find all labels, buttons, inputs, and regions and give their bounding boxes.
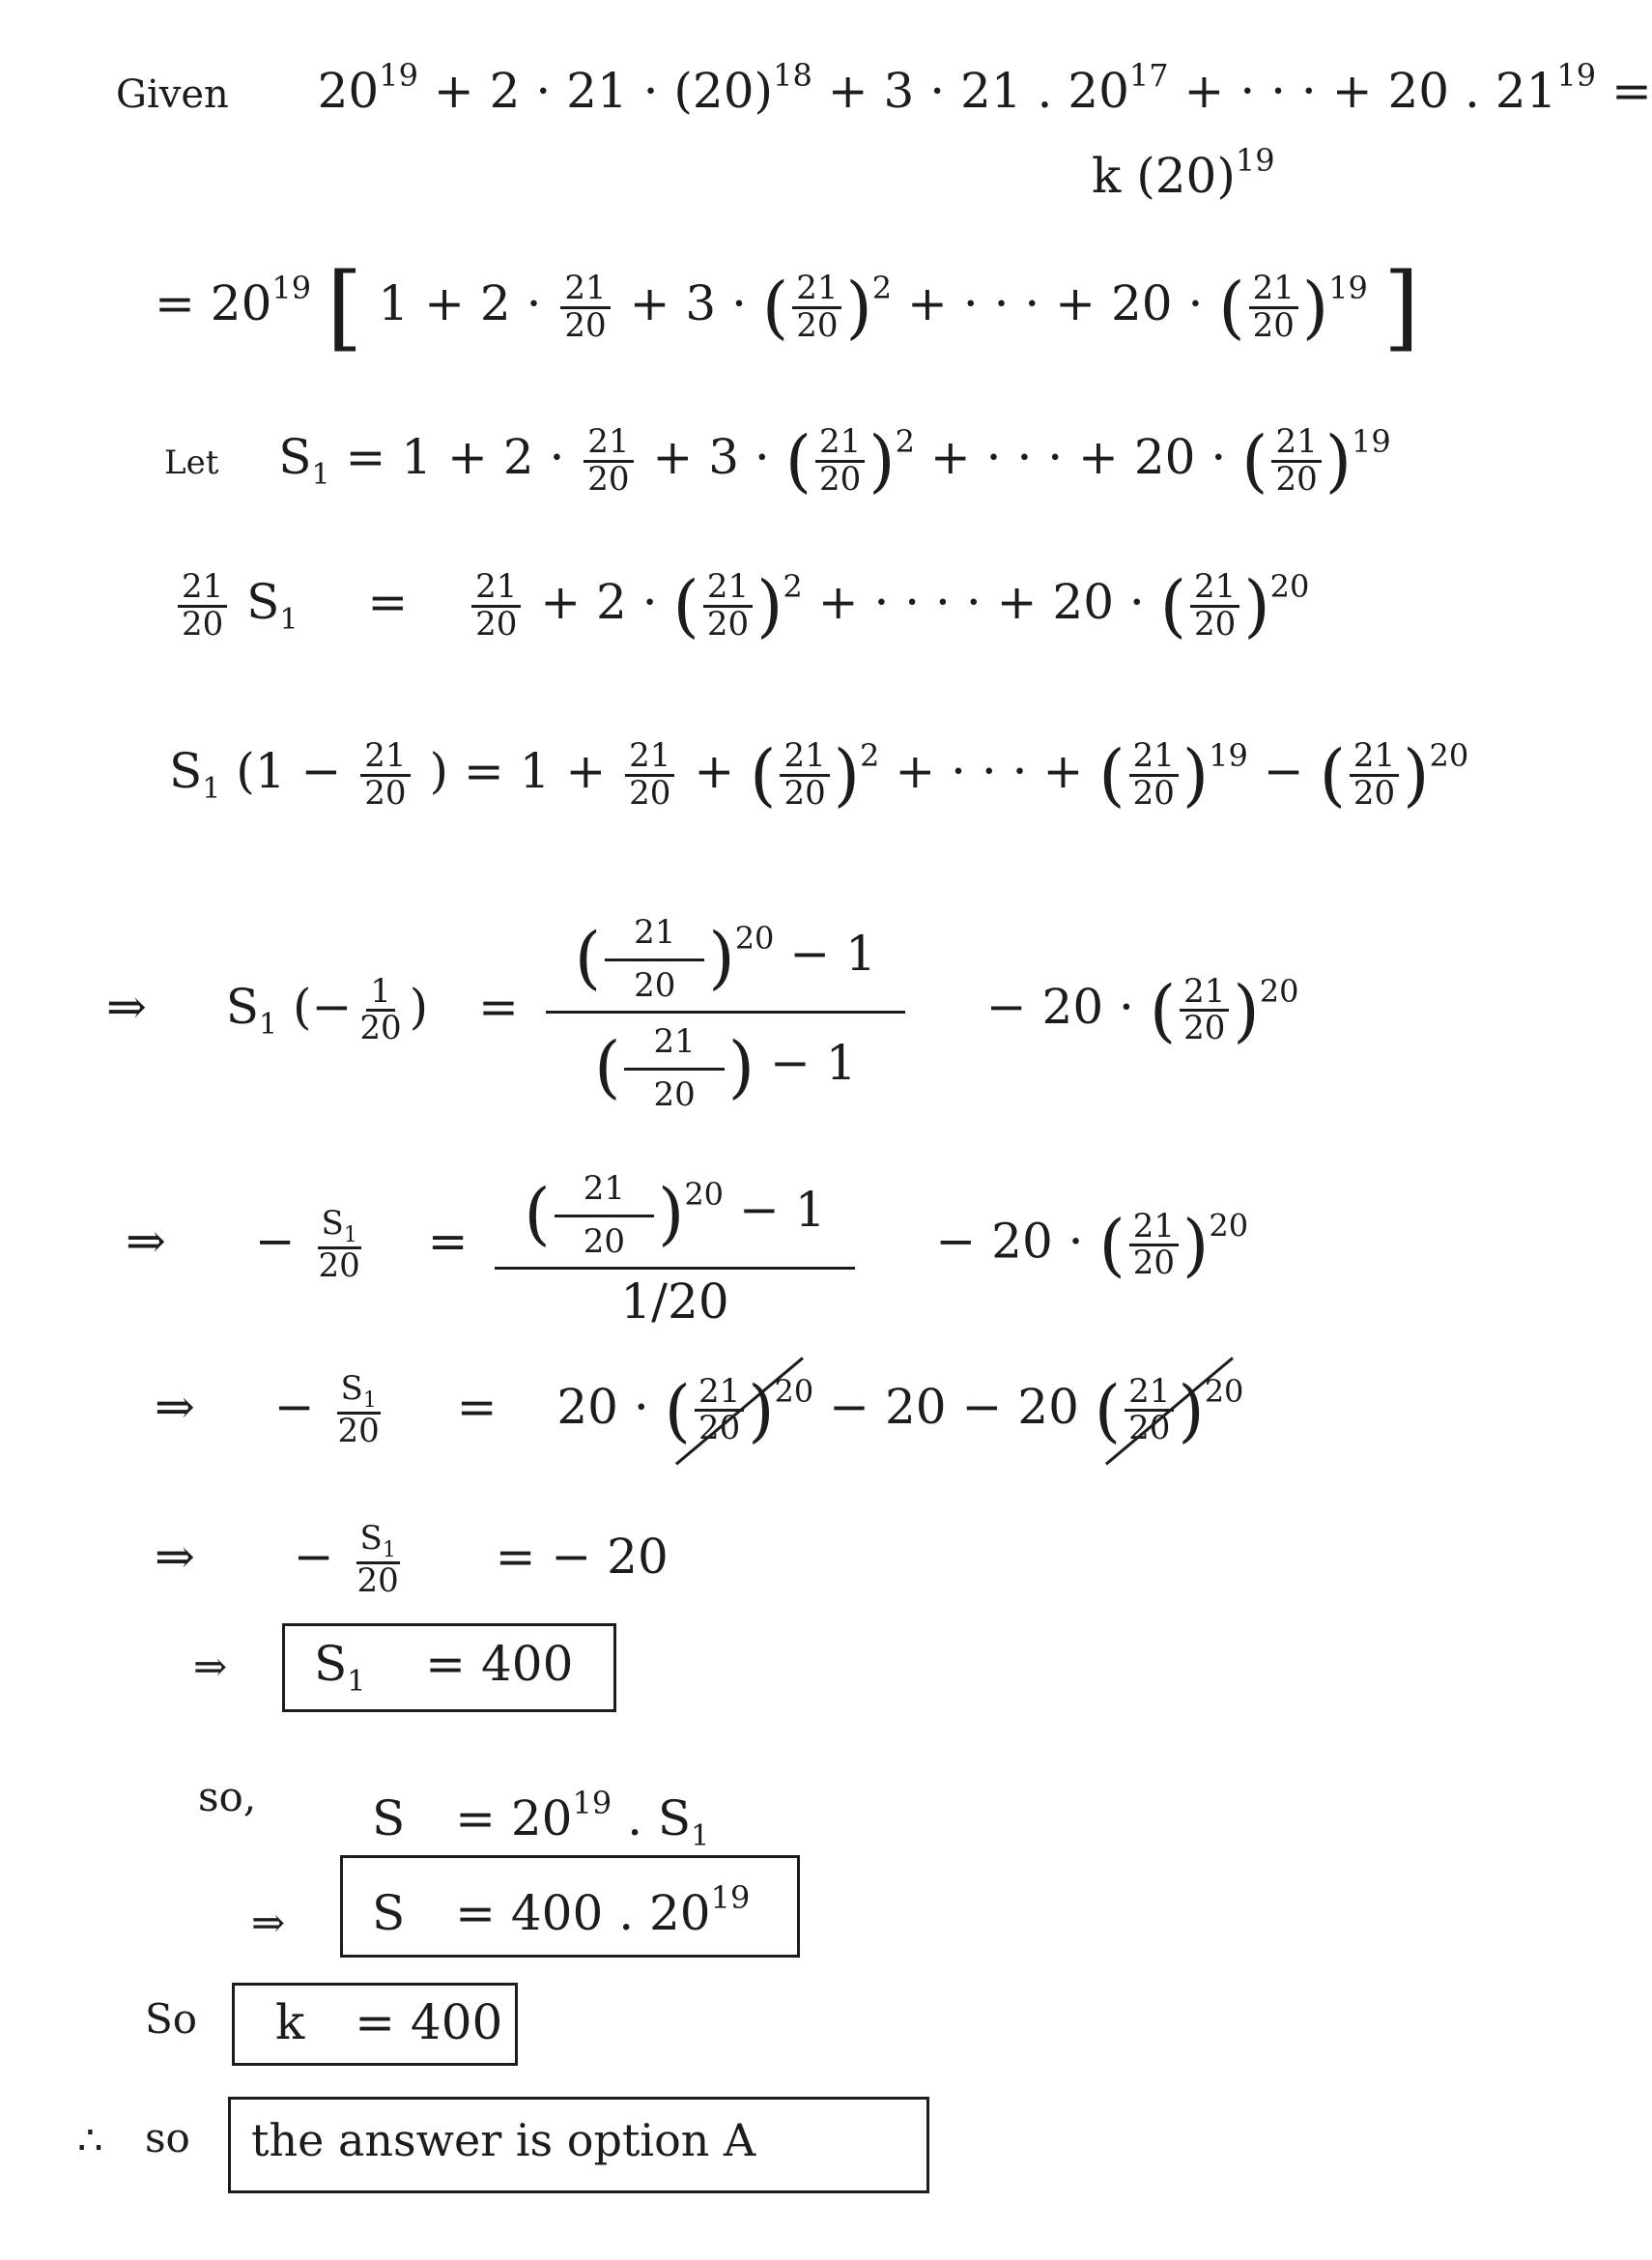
s-answer bbox=[372, 1879, 751, 1941]
s1-subscript: 1 bbox=[382, 1537, 396, 1562]
expansion-b-exp: 2 bbox=[871, 270, 893, 306]
implies-arrow: ⇒ bbox=[155, 1378, 195, 1435]
fraction-numerator: 21 bbox=[555, 1168, 654, 1217]
fraction-denominator: 20 bbox=[356, 1560, 399, 1600]
difference-paren-open: (1 − bbox=[236, 743, 342, 800]
simplified-eq: = bbox=[427, 1213, 469, 1270]
given-term-1: 20 bbox=[317, 63, 380, 119]
difference-paren-close: ) bbox=[429, 743, 448, 800]
fraction-denominator: 20 bbox=[475, 604, 518, 644]
given-label: Given bbox=[116, 72, 229, 117]
geometric-sum-denominator: ( $\frac{21}{20}$ ) − 1 bbox=[594, 1022, 857, 1115]
fraction-numerator: 21 bbox=[1350, 739, 1399, 777]
fraction-numerator bbox=[356, 1519, 400, 1564]
fraction-numerator: 21 bbox=[815, 425, 865, 463]
fraction-numerator: 21 bbox=[605, 912, 704, 961]
fraction-s1-20 bbox=[315, 1203, 364, 1285]
fraction-denominator: 20 bbox=[819, 459, 862, 499]
let-s1-line: Let $S_1 = 1 + 2$ · $\frac{21}{20}$ + 3 · ( $\frac{21}{20}$ )$^2$ + · · · + 20 · ( $\frac{21}{20}$ )$^{19}$ bbox=[164, 421, 1391, 501]
s1-symbol: S bbox=[340, 1369, 363, 1408]
simplified-num-tail: − 1 bbox=[738, 1182, 826, 1239]
s1-subscript: 1 bbox=[279, 603, 299, 638]
therefore-symbol: ∴ bbox=[77, 2116, 103, 2163]
s1-symbol: S bbox=[169, 743, 203, 800]
cancellation-line bbox=[155, 1369, 1244, 1450]
given-term-3: + 3 · 21 . 20 bbox=[827, 63, 1129, 119]
fraction-denominator: 20 bbox=[1194, 604, 1237, 644]
expansion-b: + 3 · bbox=[629, 275, 747, 331]
simplified-fraction bbox=[495, 1164, 854, 1330]
s1-symbol: S bbox=[278, 429, 312, 486]
fraction-numerator: 21 bbox=[360, 739, 410, 777]
let-c-exp: 19 bbox=[1352, 423, 1391, 461]
fraction-21-20 bbox=[703, 567, 753, 644]
given-equals: = bbox=[1611, 63, 1652, 119]
fraction-21-20 bbox=[1180, 971, 1229, 1048]
fraction-21-20 bbox=[1129, 736, 1179, 813]
expansion-a: 1 + 2 · bbox=[378, 275, 542, 331]
given-line bbox=[116, 57, 1652, 119]
geo-paren-close: ) bbox=[409, 978, 429, 1035]
fraction-21-20 bbox=[780, 736, 829, 813]
scaled-b: + 2 · bbox=[540, 574, 658, 631]
implies-arrow: ⇒ bbox=[193, 1643, 228, 1690]
implies-arrow: ⇒ bbox=[251, 1899, 286, 1946]
fraction-denominator: 20 bbox=[783, 773, 826, 813]
s1-answer bbox=[314, 1636, 574, 1699]
scaled-c: + · · · · + 20 · bbox=[817, 574, 1145, 631]
fraction-denominator: 20 bbox=[796, 305, 839, 345]
let-eq: = 1 + 2 · bbox=[345, 429, 565, 486]
difference-line: $S_1$ (1 − $\frac{21}{20}$ ) = 1 + $\frac{21}{20}$ + ( $\frac{21}{20}$ )$^2$ + · · · + ( $\frac{21}{20}$ )$^{19}$ − ( $\frac{21}{20}$ )$^{20}$ bbox=[169, 735, 1469, 815]
fraction-denominator: 20 bbox=[364, 773, 407, 813]
let-label: Let bbox=[164, 443, 219, 483]
fraction-numerator bbox=[337, 1369, 381, 1415]
s1-subscript: 1 bbox=[258, 1007, 278, 1042]
fraction-denominator: 20 bbox=[706, 604, 750, 644]
s-expression bbox=[372, 1785, 710, 1853]
expansion-c: + · · · + 20 · bbox=[907, 275, 1204, 331]
geo-eq: = bbox=[477, 978, 519, 1035]
s1-subscript: 1 bbox=[202, 772, 221, 807]
fraction-21-20 bbox=[360, 736, 410, 813]
cancel-b: − 20 − 20 bbox=[829, 1378, 1079, 1435]
s1-subscript: 1 bbox=[347, 1665, 366, 1699]
so-label: So bbox=[145, 1995, 198, 2043]
expansion-lead-exp: 19 bbox=[271, 270, 312, 306]
fraction-numerator: 21 bbox=[780, 739, 829, 777]
scaled-s1-line: $\frac{21}{20}$ $S_1$ = $\frac{21}{20}$ + 2 · ( $\frac{21}{20}$ )$^2$ + · · · · + 20 · ( $\frac{21}{20}$ )$^{20}$ bbox=[174, 570, 1309, 642]
fraction-numerator: 21 bbox=[1129, 739, 1179, 777]
cancel-a: 20 · bbox=[556, 1378, 649, 1435]
simplified-num-exp: 20 bbox=[684, 1176, 725, 1214]
difference-eq: = 1 + bbox=[463, 743, 607, 800]
geo-num-tail: − 1 bbox=[789, 926, 876, 983]
fraction-numerator: 21 bbox=[703, 570, 753, 608]
fraction-numerator: 21 bbox=[1271, 425, 1321, 463]
fraction-denominator: 20 bbox=[587, 459, 630, 499]
fraction-21-20 bbox=[471, 567, 521, 644]
fraction-21-20 bbox=[560, 268, 610, 345]
fraction-numerator: 21 bbox=[1249, 272, 1298, 309]
fraction-denominator: 20 bbox=[583, 1221, 625, 1261]
fraction-numerator: 21 bbox=[1180, 975, 1229, 1013]
s1-symbol: S bbox=[314, 1636, 348, 1692]
geo-tail: − 20 · bbox=[985, 978, 1134, 1035]
simplified-tail-exp: 20 bbox=[1209, 1207, 1249, 1244]
given-term-1-exp: 19 bbox=[379, 57, 418, 94]
scaled-b-exp: 2 bbox=[783, 568, 803, 606]
close-bracket: ] bbox=[1382, 253, 1420, 361]
cancel-a-exp: 20 bbox=[774, 1372, 814, 1410]
geometric-sum-line: ⇒ $S_1$ (− $\frac{1}{20}$ ) = ( $\frac{21}{20}$ )$^{20}$ − 1 ( $\frac{21}{20}$ ) − 1 − 20 · ( $\frac{21}{20}$ )$^{20}$ bbox=[106, 908, 1298, 1113]
s1-symbol: S bbox=[359, 1519, 383, 1558]
fraction-denominator: 20 bbox=[1132, 1244, 1176, 1283]
implies-arrow: ⇒ bbox=[106, 978, 147, 1035]
geo-paren-open: (− bbox=[292, 978, 353, 1035]
cancel-b-exp: 20 bbox=[1204, 1372, 1244, 1410]
fraction-denominator: 20 bbox=[337, 1411, 380, 1450]
s-symbol: S bbox=[372, 1790, 406, 1846]
fraction-denominator: 20 bbox=[182, 604, 224, 644]
fraction-21-20 bbox=[815, 422, 865, 499]
s1-subscript: 1 bbox=[362, 1387, 377, 1413]
s-symbol: S bbox=[372, 1885, 406, 1941]
scaled-eq: = bbox=[367, 574, 409, 631]
let-b: + 3 · bbox=[652, 429, 770, 486]
fraction-denominator: 20 bbox=[698, 1409, 741, 1448]
fraction-21-20 bbox=[792, 268, 841, 345]
implies-arrow: ⇒ bbox=[126, 1213, 166, 1270]
s1-answer-value: = 400 bbox=[425, 1636, 574, 1692]
geo-num-exp: 20 bbox=[734, 920, 775, 958]
fraction-1-20 bbox=[356, 971, 405, 1048]
result-line bbox=[155, 1519, 669, 1600]
fraction-21-20 bbox=[584, 422, 633, 499]
fraction-numerator: 1 bbox=[366, 975, 395, 1013]
fraction-denominator: 20 bbox=[653, 1075, 696, 1115]
s1-symbol: S bbox=[246, 574, 280, 631]
fraction-numerator: 21 bbox=[471, 570, 521, 608]
result-eq: = − 20 bbox=[495, 1528, 669, 1585]
fraction-21-20 bbox=[1271, 422, 1321, 499]
fraction-numerator: 21 bbox=[792, 272, 841, 309]
s1-symbol: S bbox=[321, 1203, 344, 1243]
s1-subscript: 1 bbox=[311, 458, 330, 493]
k-symbol: k bbox=[275, 1994, 305, 2050]
difference-b: + bbox=[694, 743, 735, 800]
simplified-tail: − 20 · bbox=[935, 1213, 1084, 1270]
geometric-sum-numerator: ( $\frac{21}{20}$ )$^{20}$ − 1 bbox=[546, 908, 905, 1014]
cancelled-term-2: ( $\frac{21}{20}$ )$^{20}$ bbox=[1094, 1370, 1244, 1450]
fraction-s1-20 bbox=[334, 1369, 384, 1450]
fraction-numerator: 21 bbox=[625, 739, 674, 777]
fraction-numerator: 21 bbox=[178, 570, 227, 608]
s-eq: = 20 bbox=[455, 1790, 573, 1846]
fraction-denominator: 20 bbox=[629, 773, 671, 813]
implies-arrow: ⇒ bbox=[155, 1528, 195, 1585]
k-answer-value: = 400 bbox=[355, 1994, 503, 2050]
s1-symbol: S bbox=[225, 978, 259, 1035]
difference-d: − bbox=[1263, 743, 1304, 800]
minus-sign: − bbox=[273, 1378, 315, 1435]
let-c: + · · · + 20 · bbox=[929, 429, 1227, 486]
fraction-denominator: 20 bbox=[1252, 305, 1295, 345]
fraction-denominator: 20 bbox=[359, 1009, 402, 1048]
fraction-denominator: 20 bbox=[634, 965, 676, 1005]
fraction-21-20 bbox=[1350, 736, 1399, 813]
k-answer bbox=[275, 1994, 503, 2050]
fraction-denominator: 20 bbox=[1183, 1009, 1226, 1048]
difference-c-exp: 19 bbox=[1209, 737, 1248, 775]
given-rhs-text: k (20) bbox=[1092, 148, 1236, 204]
expansion-c-exp: 19 bbox=[1328, 270, 1368, 306]
fraction-denominator: 20 bbox=[1275, 459, 1318, 499]
scaled-c-exp: 20 bbox=[1269, 568, 1310, 606]
fraction-numerator: 21 bbox=[1190, 570, 1239, 608]
s1-subscript: 1 bbox=[343, 1222, 357, 1247]
fraction-denominator: 20 bbox=[564, 305, 607, 345]
given-term-3-exp: 17 bbox=[1128, 57, 1169, 94]
cancel-eq: = bbox=[456, 1378, 498, 1435]
given-term-2-exp: 18 bbox=[773, 57, 812, 94]
fraction-numerator: 21 bbox=[560, 272, 610, 309]
open-bracket: [ bbox=[327, 253, 363, 361]
cancelled-term-1: ( $\frac{21}{20}$ )$^{20}$ bbox=[664, 1370, 814, 1450]
fraction-denominator: 20 bbox=[318, 1245, 360, 1285]
fraction-21-20 bbox=[625, 736, 674, 813]
given-tail: + · · · + 20 . 21 bbox=[1183, 63, 1557, 119]
simplified-line: ⇒ − $\frac{S_1}{20}$ = ( $\frac{21}{20}$ )$^{20}$ − 1 1/20 − 20 · ( $\frac{21}{20}$ )$^{20}$ bbox=[126, 1164, 1248, 1326]
fraction-denominator: 20 bbox=[1132, 773, 1175, 813]
s-tail-sub: 1 bbox=[691, 1819, 710, 1853]
minus-sign: − bbox=[293, 1528, 334, 1585]
given-rhs-exp: 19 bbox=[1235, 142, 1275, 179]
difference-d-exp: 20 bbox=[1429, 737, 1469, 775]
fraction-21-20 bbox=[1249, 268, 1298, 345]
geo-den-tail: − 1 bbox=[769, 1035, 857, 1092]
fraction-denominator: 20 bbox=[1353, 773, 1396, 813]
s-answer-exp: 19 bbox=[710, 1879, 751, 1916]
given-term-2: + 2 · 21 · (20) bbox=[433, 63, 774, 119]
s-answer-value: = 400 . 20 bbox=[455, 1885, 711, 1941]
fraction-s1-20 bbox=[354, 1519, 403, 1600]
geometric-sum-fraction bbox=[546, 908, 905, 1113]
fraction-21-20 bbox=[1190, 567, 1239, 644]
fraction-numerator bbox=[318, 1203, 361, 1249]
fraction-21-20 bbox=[178, 567, 227, 644]
simplified-numerator: ( $\frac{21}{20}$ )$^{20}$ − 1 bbox=[495, 1164, 854, 1270]
fraction-numerator: 21 bbox=[1125, 1375, 1174, 1413]
simplified-denominator: 1/20 bbox=[620, 1273, 729, 1330]
fraction-numerator: 21 bbox=[624, 1021, 724, 1071]
expansion-lead: = 20 bbox=[155, 275, 272, 331]
fraction-numerator: 21 bbox=[695, 1375, 744, 1413]
minus-sign: − bbox=[254, 1213, 296, 1270]
given-tail-exp: 19 bbox=[1556, 57, 1597, 94]
final-answer-text: the answer is option A bbox=[251, 2114, 756, 2166]
geo-tail-exp: 20 bbox=[1259, 972, 1299, 1010]
fraction-21-20 bbox=[1129, 1206, 1179, 1283]
difference-b-exp: 2 bbox=[860, 737, 880, 775]
s-eq-exp: 19 bbox=[572, 1785, 612, 1821]
so-label: so, bbox=[198, 1773, 257, 1820]
expansion-line: = $20^{19}$ [ 1 + 2 · $\frac{21}{20}$ + 3 · ( $\frac{21}{20}$ )$^2$ + · · · + 20 · ( $\frac{21}{20}$ )$^{19}$ ] bbox=[155, 253, 1420, 361]
difference-c: + · · · + bbox=[895, 743, 1084, 800]
given-rhs bbox=[1092, 142, 1275, 204]
fraction-numerator: 21 bbox=[1129, 1210, 1179, 1247]
fraction-numerator: 21 bbox=[584, 425, 633, 463]
let-b-exp: 2 bbox=[895, 423, 915, 461]
fraction-denominator: 20 bbox=[1128, 1409, 1171, 1448]
so-label: so bbox=[145, 2114, 190, 2161]
s-tail: . S bbox=[627, 1790, 692, 1846]
